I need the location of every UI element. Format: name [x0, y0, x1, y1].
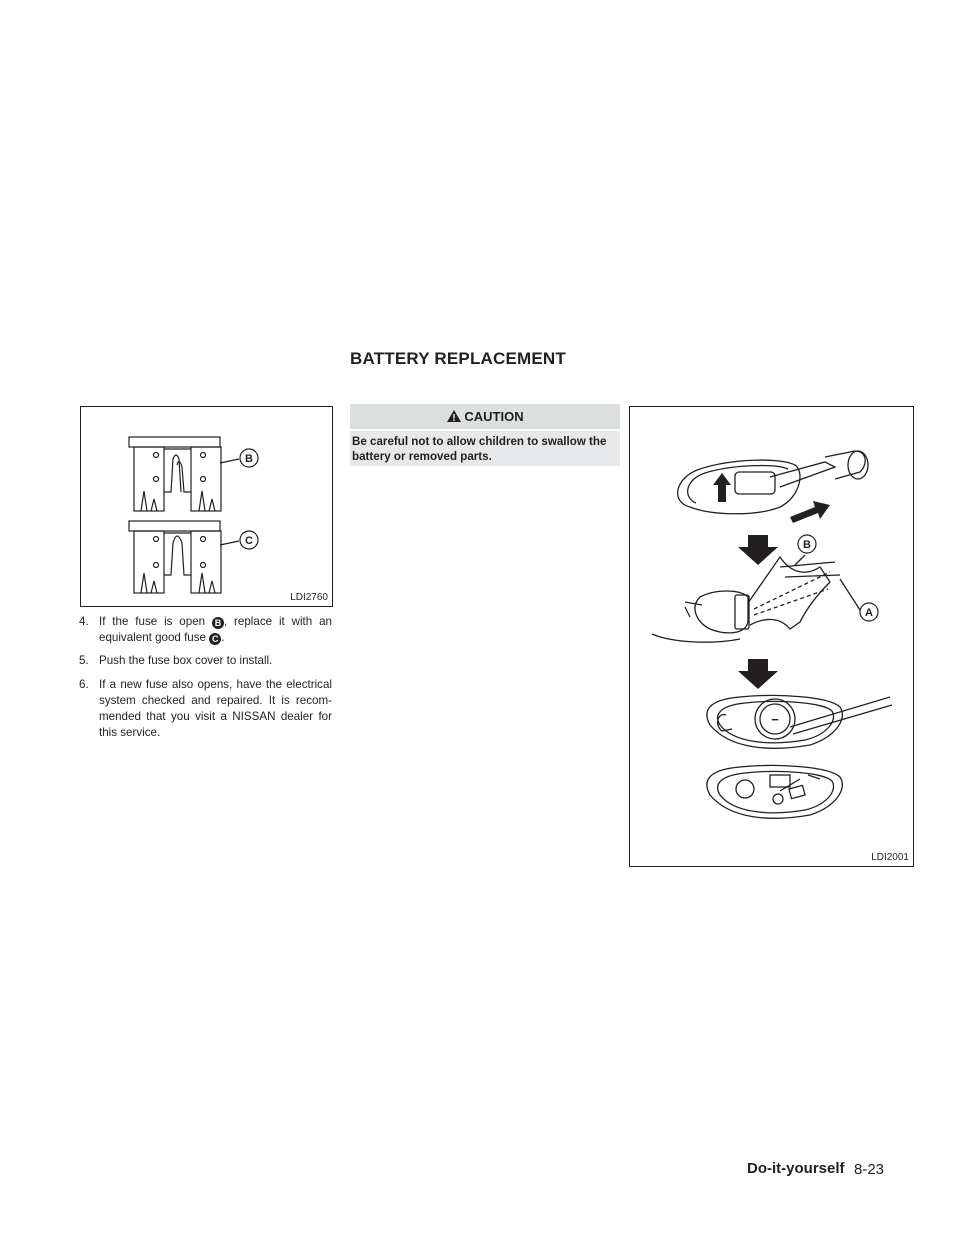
- battery-polarity-label: −: [771, 712, 779, 727]
- callout-a: A: [865, 607, 873, 619]
- caution-heading-text: CAUTION: [464, 409, 524, 424]
- step-number: 6.: [79, 678, 89, 691]
- step-text: If a new fuse also opens, have the electrical system checked and repaired. It is recom-mended that you visit a NISSAN dealer for this service.: [99, 678, 332, 739]
- figure-code: LDI2760: [290, 592, 328, 603]
- callout-b-icon: B: [212, 617, 224, 629]
- fuse-illustration-icon: [81, 407, 332, 606]
- step-text: [79, 614, 332, 646]
- callout-b: B: [245, 453, 253, 465]
- figure-code: LDI2001: [871, 852, 909, 863]
- step-text-part: If the fuse is open: [99, 615, 206, 628]
- footer-section: Do-it-yourself: [747, 1160, 845, 1177]
- step-text-part: , replace it with an equivalent good fuse: [99, 615, 332, 644]
- step-text-part: .: [221, 631, 225, 644]
- warning-triangle-icon: [446, 409, 462, 423]
- step-number: 4.: [79, 615, 89, 628]
- step-text: Push the fuse box cover to install.: [99, 654, 273, 667]
- caution-text: Be careful not to allow children to swallow the battery or removed parts.: [350, 431, 620, 466]
- step-number: 5.: [79, 654, 89, 667]
- callout-c: C: [245, 535, 253, 547]
- key-battery-illustration-icon: [630, 407, 913, 866]
- callout-b: B: [803, 539, 811, 551]
- fuse-figure: [80, 406, 333, 607]
- page-number: 8-23: [854, 1161, 885, 1178]
- section-title: BATTERY REPLACEMENT: [350, 349, 566, 368]
- callout-c-icon: C: [209, 633, 221, 645]
- step-6: [79, 677, 332, 741]
- step-4: [79, 614, 332, 646]
- caution-heading: [350, 404, 620, 429]
- key-battery-figure: [629, 406, 914, 867]
- step-5: [79, 653, 332, 669]
